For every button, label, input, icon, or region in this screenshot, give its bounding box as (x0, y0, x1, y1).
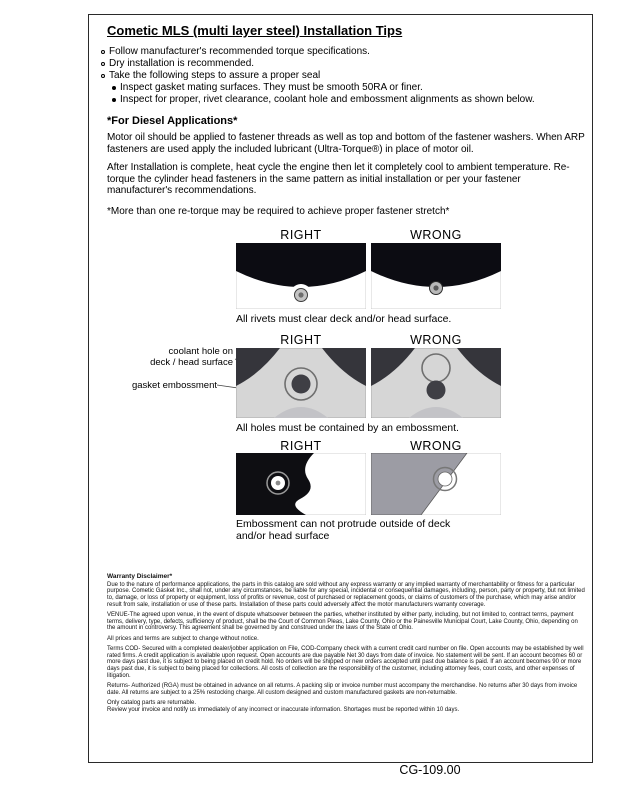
tip-sub-item (112, 94, 583, 106)
filled-bullet-icon (112, 98, 116, 102)
embossment-caption-line1: Embossment can not protrude outside of deck (236, 518, 451, 530)
gasket-embossment-callout: gasket embossment (131, 380, 217, 391)
disclaimer-paragraph: Only catalog parts are returnable. (107, 699, 197, 706)
tip-sub-item-text: Inspect gasket mating surfaces. They must be smooth 50RA or finer. (120, 82, 423, 93)
disclaimer-paragraph: VENUE-The agreed upon venue, in the event of dispute whatsoever between the parties, whether instituted by either party, including, but not limited to, contract terms, payment terms, delivery, type, defects, sufficiency of product, shall be the Court of Common Pleas, Lake County, Ohio or the Painesville Municipal Court, Lake County, Ohio, depending on the amount in controversy. This agreement shall be governed by and construed under the laws of the State of Ohio. (107, 612, 578, 632)
disclaimer-paragraph: Due to the nature of performance applications, the parts in this catalog are sold without any express warranty or any implied warranty of merchantability or fitness for a particular purpose. Cometic Gasket Inc., shall not, under any circumstances, be liable for any special, incidental or consequential damages, including, person, party or property, but not limited to, damage, or loss of property or equipment, loss of profits or revenue, cost of purchased or replacement goods, or claims of customers of the purchase, which may arise and/or result from sale, installation or use of these parts. Installation of these parts could adversely affect the motor manufacturers warranty coverage. (107, 581, 585, 608)
rivet-clearance-wrong-figure (371, 243, 501, 309)
page-title: Cometic MLS (multi layer steel) Installation Tips (107, 23, 403, 38)
page-number: CG-109.00 (399, 763, 461, 777)
wrong-label-row3: WRONG (410, 439, 462, 453)
diesel-applications-heading: *For Diesel Applications* (107, 115, 238, 127)
open-bullet-icon (101, 62, 105, 66)
right-label-row2: RIGHT (280, 333, 322, 347)
rivet-clearance-right-figure (236, 243, 366, 309)
embossment-protrusion-wrong-figure (371, 453, 501, 515)
embossment-containment-right-figure (236, 348, 366, 418)
embossment-caption (236, 518, 450, 542)
retorque-note: *More than one re-torque may be required to achieve proper fastener stretch* (107, 206, 450, 217)
disclaimer-paragraph: Returns- Authorized (RGA) must be obtained in advance on all returns. A packing slip or invoice number must accompany the merchandise. No returns after 30 days from invoice date. All returns are subject to a 25% restocking charge. All custom designed and custom manufactured gaskets are non-returnable. (107, 682, 578, 696)
diesel-paragraph-1: Motor oil should be applied to fastener threads as well as top and bottom of the fastener washers. When ARP fasteners are used apply the included lubricant (Ultra-Torque®) in place of motor oil. (107, 132, 585, 155)
embossment-containment-wrong-figure (371, 348, 501, 418)
wrong-label-row1: WRONG (410, 228, 462, 242)
rivet-caption: All rivets must clear deck and/or head surface. (236, 313, 452, 325)
installation-tips-list (101, 46, 583, 106)
embossment-protrusion-right-figure (236, 453, 366, 515)
open-bullet-icon (101, 74, 105, 78)
tip-sub-item (112, 82, 583, 94)
holes-caption: All holes must be contained by an embossment. (236, 422, 459, 434)
tip-item (101, 46, 583, 58)
filled-bullet-icon (112, 86, 116, 90)
tip-sub-item-text: Inspect for proper, rivet clearance, coolant hole and embossment alignments as shown below. (120, 94, 535, 105)
tip-item-text: Dry installation is recommended. (109, 58, 255, 69)
disclaimer-paragraph: Terms COD- Secured with a completed dealer/jobber application on File, COD-Company check with a current credit card number on file. Open accounts may be established by well rated firms. A credit application is available upon request. Open accounts are due payable Net 30 days from date of invoice. No statement will be sent. If an account becomes 60 or more days past due, it is subject to being placed on credit hold. No orders will be shipped or new orders accepted until past due balance is paid. If an account becomes 90 or more days past due, it is subject to being placed for collections. All costs of collection are the responsibility of the customer, including attorney fees, court costs, and other expenses of litigation. (107, 645, 584, 679)
coolant-hole-callout-line2: deck / head surface (150, 357, 233, 368)
warranty-disclaimer-heading: Warranty Disclaimer* (107, 573, 173, 580)
tip-item-text: Follow manufacturer's recommended torque specifications. (109, 46, 370, 57)
wrong-label-row2: WRONG (410, 333, 462, 347)
embossment-caption-line2: and/or head surface (236, 530, 330, 542)
coolant-hole-callout (129, 346, 233, 368)
coolant-hole-callout-line1: coolant hole on (168, 346, 233, 357)
diesel-paragraph-2: After Installation is complete, heat cycle the engine then let it completely cool to ambient temperature. Re-torque the cylinder head fasteners in the same pattern as initial installation or per your fastener manufacturer's recommendations. (107, 162, 570, 196)
disclaimer-paragraph: Review your invoice and notify us immediately of any incorrect or inaccurate information. Shortages must be reported within 10 days. (107, 707, 460, 714)
right-label-row3: RIGHT (280, 439, 322, 453)
warranty-disclaimer (107, 574, 586, 718)
open-bullet-icon (101, 50, 105, 54)
tip-item (101, 70, 583, 82)
right-label-row1: RIGHT (280, 228, 322, 242)
page-frame (88, 14, 593, 763)
disclaimer-paragraph: All prices and terms are subject to change without notice. (107, 635, 259, 642)
tip-item-text: Take the following steps to assure a proper seal (109, 70, 321, 81)
tip-item (101, 58, 583, 70)
